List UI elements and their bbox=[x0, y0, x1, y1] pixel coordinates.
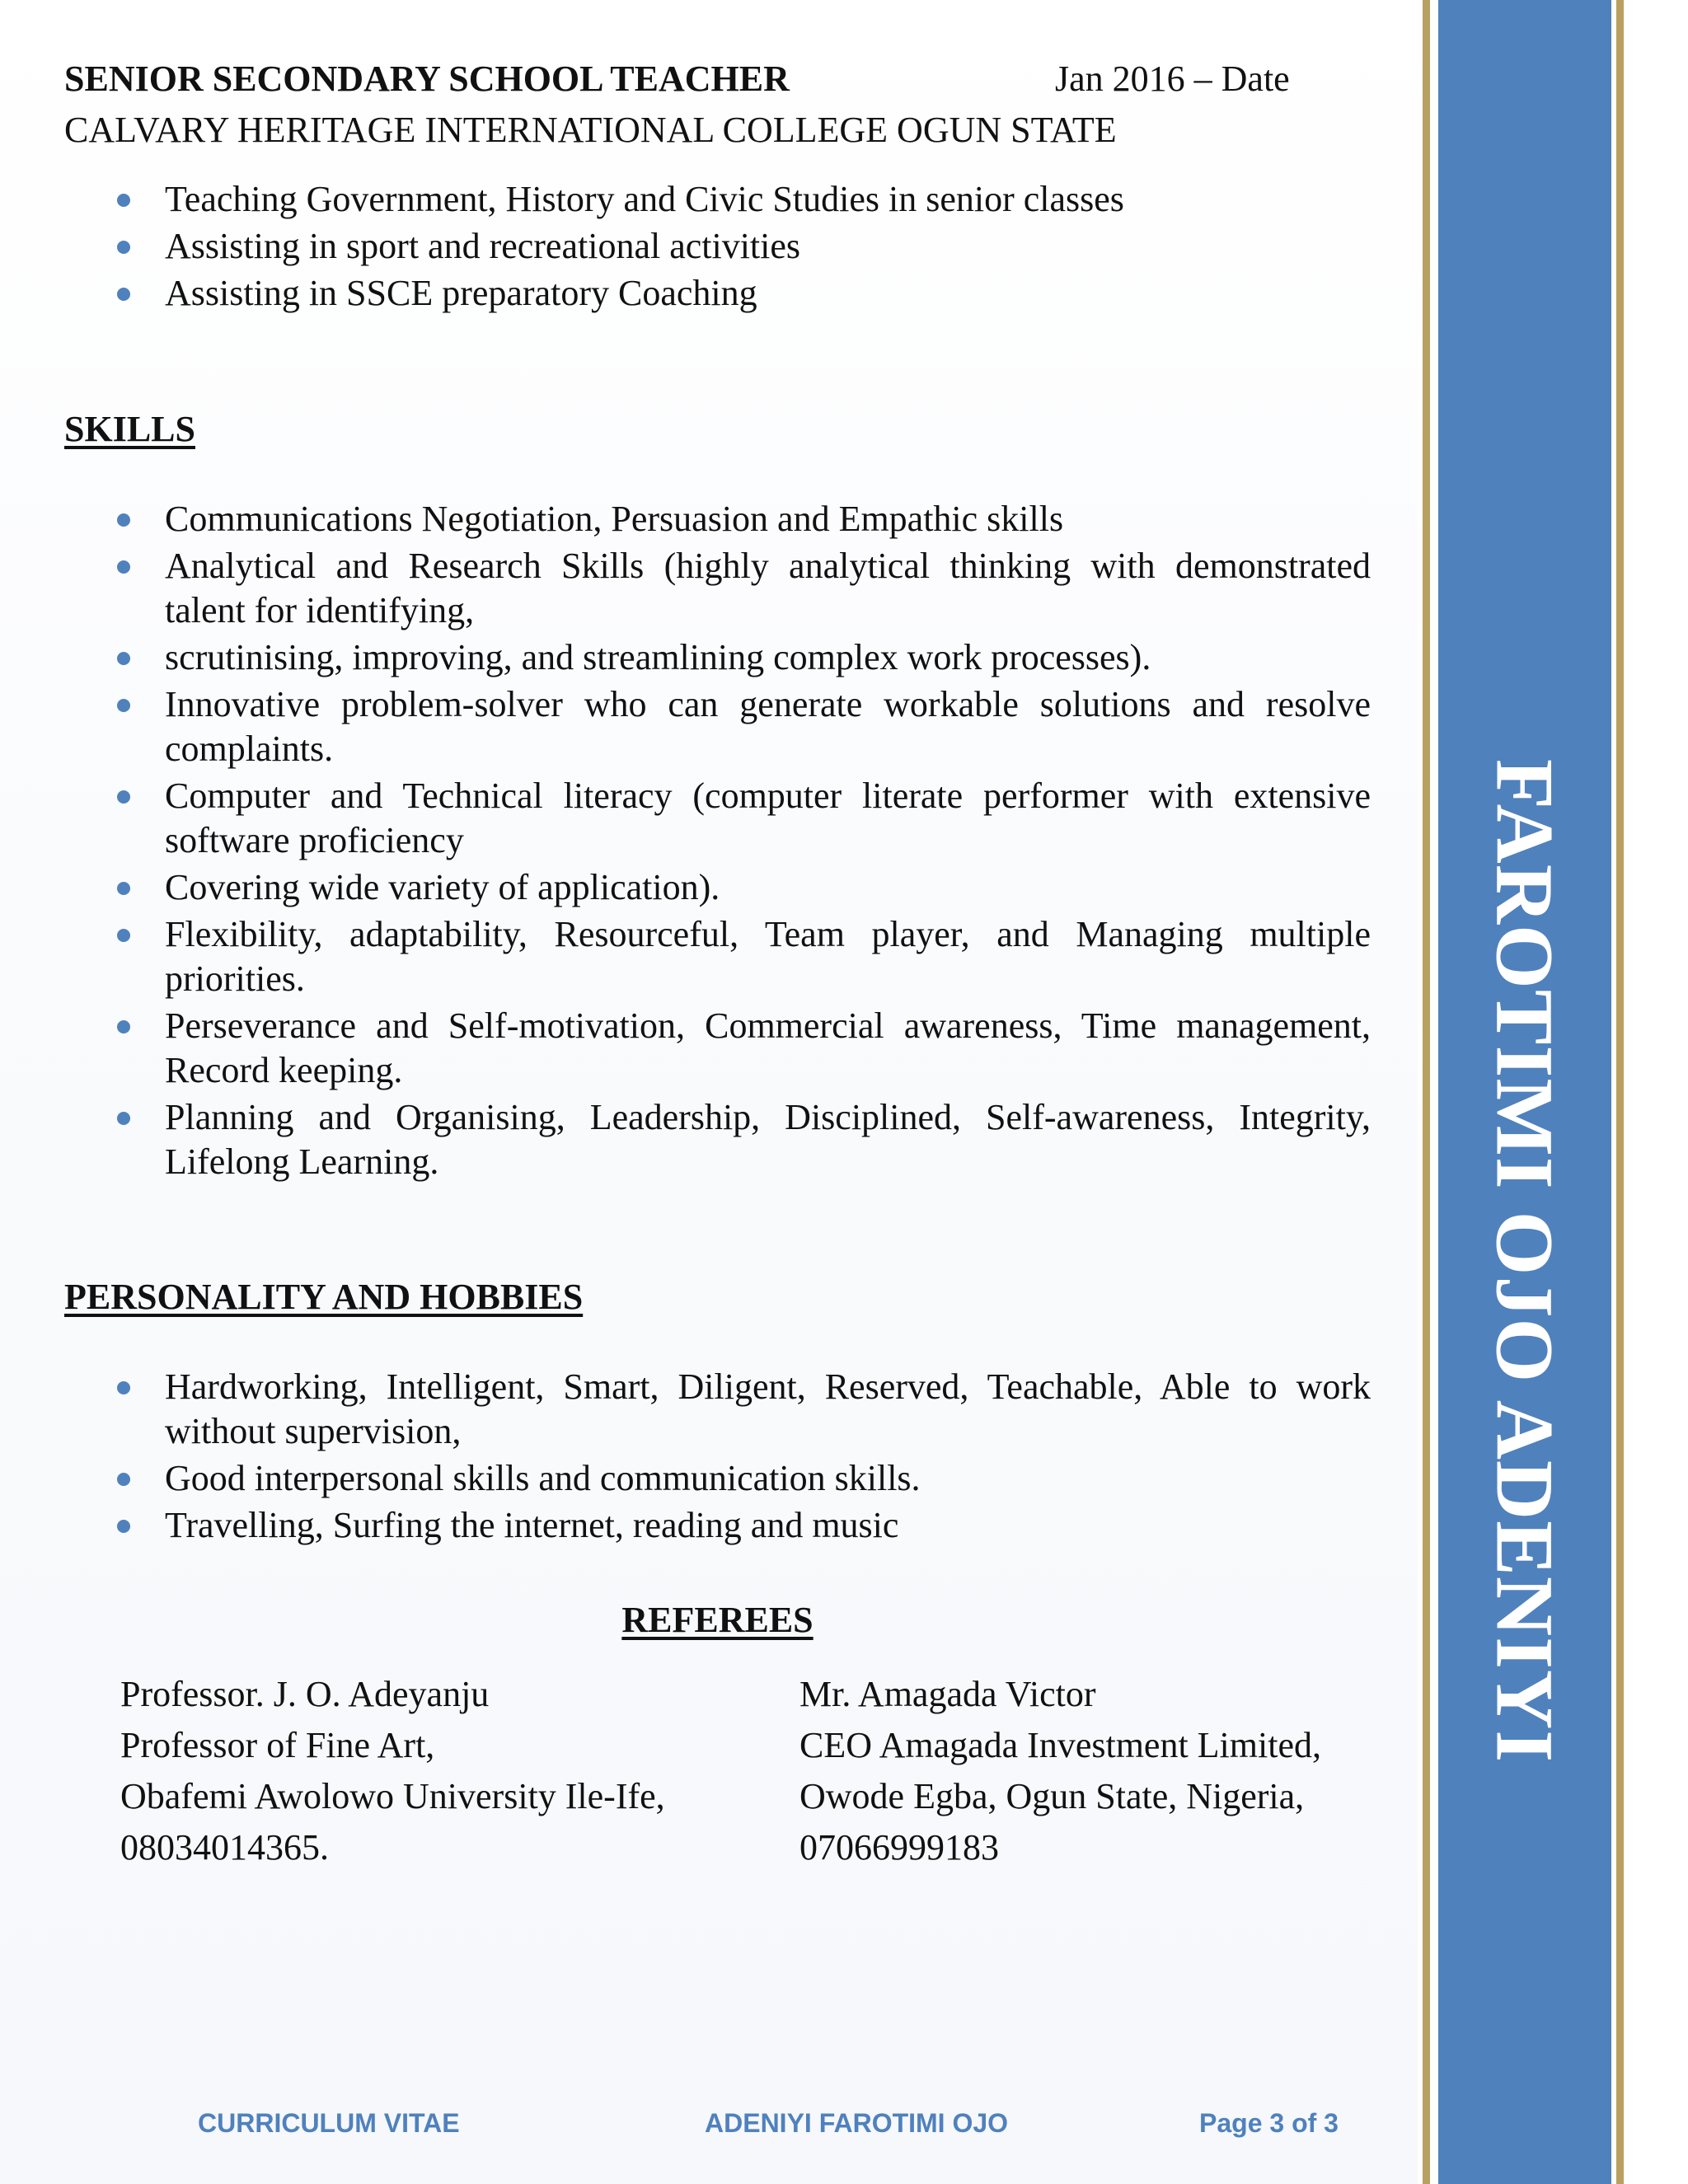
job-organization: CALVARY HERITAGE INTERNATIONAL COLLEGE OGUN STATE bbox=[64, 110, 1117, 150]
footer-center-label: ADENIYI FAROTIMI OJO bbox=[705, 2108, 1009, 2138]
job-title: SENIOR SECONDARY SCHOOL TEACHER bbox=[64, 59, 790, 99]
sidebar-gold-border-right bbox=[1616, 0, 1624, 2184]
personality-list bbox=[64, 1365, 1371, 1550]
referee-phone: 08034014365. bbox=[120, 1827, 329, 1868]
job-date: Jan 2016 – Date bbox=[1055, 59, 1290, 99]
footer-page-number: Page 3 of 3 bbox=[1199, 2108, 1339, 2138]
list-item: Analytical and Research Skills (highly analytical thinking with demonstrated talent for identifying, bbox=[64, 544, 1371, 633]
list-item: Planning and Organising, Leadership, Disciplined, Self-awareness, Integrity, Lifelong Learning. bbox=[64, 1095, 1371, 1184]
referee-organization: Obafemi Awolowo University Ile-Ife, bbox=[120, 1776, 665, 1816]
job-duties-list bbox=[64, 177, 1371, 318]
skills-list bbox=[64, 497, 1371, 1187]
list-item: Assisting in SSCE preparatory Coaching bbox=[64, 271, 1371, 316]
list-item: Communications Negotiation, Persuasion and Empathic skills bbox=[64, 497, 1371, 541]
list-item: scrutinising, improving, and streamlining complex work processes). bbox=[64, 635, 1371, 680]
referee-right bbox=[799, 1669, 1321, 1873]
referee-organization: Owode Egba, Ogun State, Nigeria, bbox=[799, 1776, 1305, 1816]
list-item: Covering wide variety of application). bbox=[64, 865, 1371, 910]
list-item: Assisting in sport and recreational activities bbox=[64, 224, 1371, 269]
list-item: Travelling, Surfing the internet, reading and music bbox=[64, 1503, 1371, 1548]
list-item: Good interpersonal skills and communication skills. bbox=[64, 1456, 1371, 1501]
referee-name: Professor. J. O. Adeyanju bbox=[120, 1674, 490, 1714]
sidebar-gold-border-left bbox=[1423, 0, 1430, 2184]
skills-heading: SKILLS bbox=[64, 409, 195, 449]
list-item: Perseverance and Self-motivation, Commercial awareness, Time management, Record keeping. bbox=[64, 1004, 1371, 1093]
personality-heading: PERSONALITY AND HOBBIES bbox=[64, 1277, 584, 1317]
referee-position: Professor of Fine Art, bbox=[120, 1725, 435, 1765]
referee-name: Mr. Amagada Victor bbox=[799, 1674, 1096, 1714]
referee-position: CEO Amagada Investment Limited, bbox=[799, 1725, 1321, 1765]
list-item: Hardworking, Intelligent, Smart, Diligent, Reserved, Teachable, Able to work without supervision, bbox=[64, 1365, 1371, 1454]
sidebar-vertical-name: FAROTIMI OJO ADENIYI bbox=[1479, 758, 1571, 1764]
referee-phone: 07066999183 bbox=[799, 1827, 999, 1868]
list-item: Flexibility, adaptability, Resourceful, Team player, and Managing multiple priorities. bbox=[64, 912, 1371, 1001]
list-item: Innovative problem-solver who can generate workable solutions and resolve complaints. bbox=[64, 682, 1371, 771]
referee-left bbox=[120, 1669, 665, 1873]
referees-heading: REFEREES bbox=[621, 1600, 814, 1640]
list-item: Teaching Government, History and Civic Studies in senior classes bbox=[64, 177, 1371, 222]
footer-left-label: CURRICULUM VITAE bbox=[198, 2108, 460, 2138]
list-item: Computer and Technical literacy (computer literate performer with extensive software proficiency bbox=[64, 774, 1371, 863]
